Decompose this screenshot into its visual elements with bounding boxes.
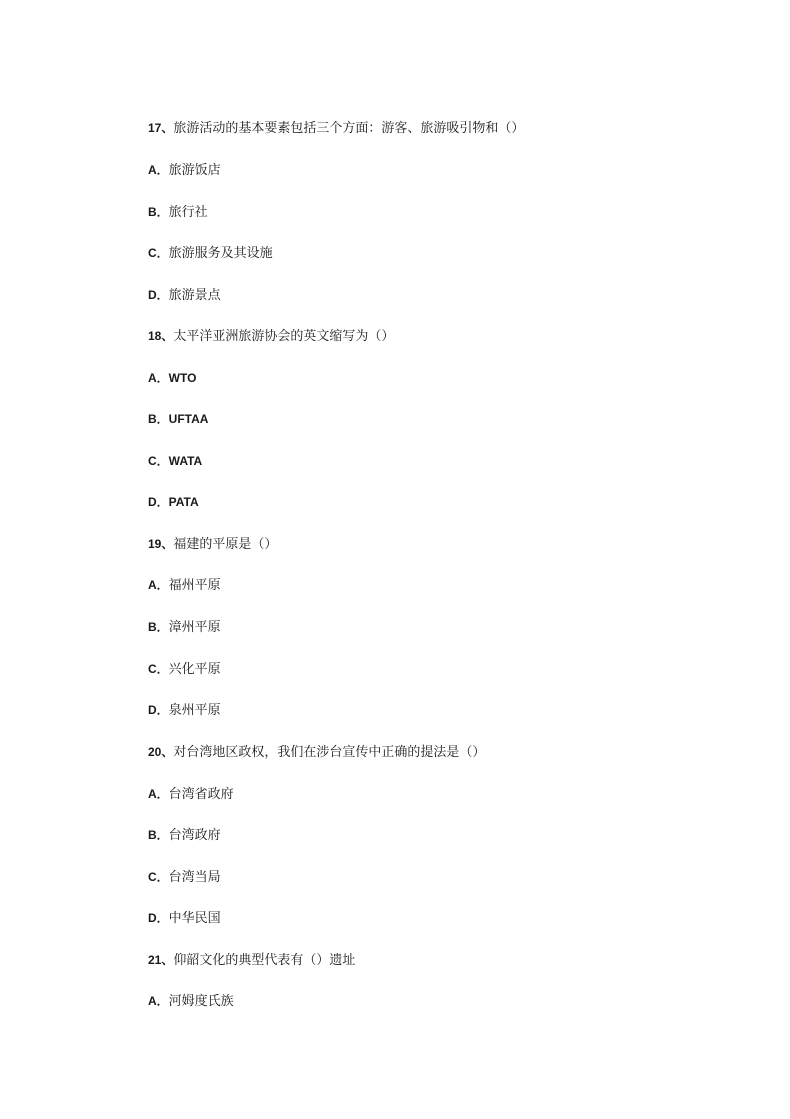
option-text: 泉州平原 — [168, 703, 221, 718]
question-number: 18、 — [148, 329, 174, 343]
option-label: B． — [148, 620, 169, 634]
option-18-c — [148, 452, 202, 471]
option-label: D． — [148, 495, 169, 509]
option-text: PATA — [168, 495, 199, 509]
option-label: A． — [148, 163, 169, 177]
option-label: A． — [148, 578, 169, 592]
question-number: 21、 — [148, 953, 174, 967]
option-text: WATA — [168, 454, 203, 468]
question-number: 17、 — [148, 121, 174, 135]
option-text: 河姆度氏族 — [168, 994, 234, 1009]
question-number: 20、 — [148, 745, 174, 759]
question-text: 对台湾地区政权，我们在涉台宣传中正确的提法是（） — [173, 745, 486, 760]
question-text: 旅游活动的基本要素包括三个方面：游客、旅游吸引物和（） — [173, 121, 525, 136]
option-label: D． — [148, 911, 169, 925]
question-21 — [148, 951, 355, 970]
question-text: 太平洋亚洲旅游协会的英文缩写为（） — [173, 329, 395, 344]
option-17-b — [148, 203, 208, 222]
option-text: 台湾政府 — [168, 828, 221, 843]
option-18-a — [148, 369, 196, 388]
option-label: C． — [148, 870, 169, 884]
option-text: 福州平原 — [168, 578, 221, 593]
option-18-b — [148, 410, 208, 429]
option-text: 兴化平原 — [168, 662, 221, 677]
option-label: C． — [148, 454, 169, 468]
option-text: 旅游饭店 — [168, 163, 221, 178]
option-label: D． — [148, 703, 169, 717]
option-text: 旅行社 — [168, 205, 208, 220]
option-label: B． — [148, 412, 169, 426]
option-19-c — [148, 660, 221, 679]
question-19 — [148, 535, 277, 554]
option-17-d — [148, 286, 221, 305]
option-label: C． — [148, 662, 169, 676]
question-text: 仰韶文化的典型代表有（）遗址 — [173, 953, 356, 968]
option-18-d — [148, 493, 199, 512]
option-text: 台湾省政府 — [168, 787, 234, 802]
option-20-a — [148, 785, 234, 804]
option-20-b — [148, 826, 221, 845]
question-17 — [148, 119, 524, 138]
option-label: D． — [148, 288, 169, 302]
option-label: A． — [148, 787, 169, 801]
option-19-b — [148, 618, 221, 637]
option-21-a — [148, 992, 234, 1011]
option-text: 中华民国 — [168, 911, 221, 926]
question-18 — [148, 327, 394, 346]
option-label: B． — [148, 205, 169, 219]
option-text: 旅游服务及其设施 — [168, 246, 273, 261]
question-number: 19、 — [148, 537, 174, 551]
question-20 — [148, 743, 485, 762]
option-text: 旅游景点 — [168, 288, 221, 303]
option-text: WTO — [168, 371, 197, 385]
option-20-d — [148, 909, 221, 928]
option-text: 台湾当局 — [168, 870, 221, 885]
option-text: UFTAA — [168, 412, 209, 426]
question-text: 福建的平原是（） — [173, 537, 278, 552]
option-label: A． — [148, 994, 169, 1008]
option-20-c — [148, 868, 221, 887]
option-19-a — [148, 576, 221, 595]
option-label: C． — [148, 246, 169, 260]
option-19-d — [148, 701, 221, 720]
option-17-c — [148, 244, 273, 263]
option-text: 漳州平原 — [168, 620, 221, 635]
option-label: B． — [148, 828, 169, 842]
option-17-a — [148, 161, 221, 180]
option-label: A． — [148, 371, 169, 385]
